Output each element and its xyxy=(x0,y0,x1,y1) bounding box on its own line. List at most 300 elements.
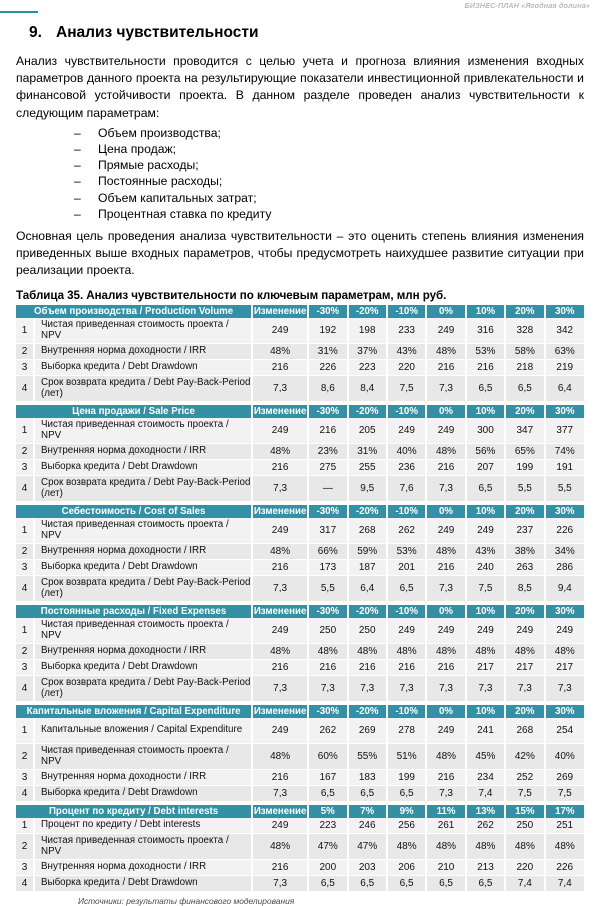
table-cell-base-value: 7,3 xyxy=(252,575,308,601)
table-row-number: 3 xyxy=(16,859,34,875)
table-column-header: 30% xyxy=(545,705,584,718)
dash-bullet-icon: – xyxy=(74,158,81,173)
table-cell-value: 48% xyxy=(387,643,426,659)
table-cell-value: 328 xyxy=(505,318,544,344)
table-cell-value: 47% xyxy=(308,833,347,859)
table-column-header: 17% xyxy=(545,805,584,818)
table-column-header: -30% xyxy=(308,705,347,718)
table-row xyxy=(16,643,584,659)
table-row xyxy=(16,618,584,644)
table-row-number: 3 xyxy=(16,359,34,375)
table-column-header: 10% xyxy=(466,505,505,518)
table-row xyxy=(16,875,584,891)
table-column-header: -20% xyxy=(348,505,387,518)
table-cell-value: 268 xyxy=(348,518,387,544)
table-row xyxy=(16,659,584,675)
table-row-number: 4 xyxy=(16,675,34,701)
table-cell-value: 6,5 xyxy=(466,875,505,891)
table-column-header-change: Изменение xyxy=(253,405,307,417)
table-cell-value: 234 xyxy=(466,769,505,785)
table-cell-value: 38% xyxy=(505,543,544,559)
table-block-header xyxy=(16,805,584,818)
table-row xyxy=(16,818,584,834)
table-column-header: 0% xyxy=(426,305,465,318)
table-cell-value: 6,5 xyxy=(387,575,426,601)
list-item-label: Объем производства; xyxy=(98,125,221,140)
table-cell-base-value: 216 xyxy=(252,459,308,475)
table-column-header: 7% xyxy=(348,805,387,818)
table-column-header: 20% xyxy=(505,305,544,318)
table-column-header: -30% xyxy=(308,505,347,518)
table-row xyxy=(16,785,584,801)
table-cell-value: 65% xyxy=(505,443,544,459)
table-row xyxy=(16,475,584,501)
table-cell-value: 8,5 xyxy=(505,575,544,601)
table-cell-value: 5,5 xyxy=(308,575,347,601)
table-row-number: 4 xyxy=(16,575,34,601)
table-cell-value: 48% xyxy=(387,833,426,859)
table-cell-value: 7,3 xyxy=(387,675,426,701)
table-cell-value: 262 xyxy=(466,818,505,834)
table-cell-value: 34% xyxy=(545,543,584,559)
table-row xyxy=(16,718,584,744)
dash-bullet-icon: – xyxy=(74,174,81,189)
table-cell-value: 269 xyxy=(545,769,584,785)
table-cell-value: 250 xyxy=(348,618,387,644)
section-heading xyxy=(16,24,584,42)
list-item-label: Прямые расходы; xyxy=(98,158,199,173)
table-column-header: -20% xyxy=(348,405,387,418)
table-cell-value: 183 xyxy=(348,769,387,785)
table-cell-value: 275 xyxy=(308,459,347,475)
table-row-number: 1 xyxy=(16,418,34,444)
table-row-number: 1 xyxy=(16,718,34,744)
table-row xyxy=(16,559,584,575)
table-block-header xyxy=(16,505,584,518)
table-cell-value: 220 xyxy=(505,859,544,875)
table-cell-value: 48% xyxy=(466,833,505,859)
table-cell-value: 347 xyxy=(505,418,544,444)
page-content xyxy=(0,12,600,906)
table-column-header: 0% xyxy=(426,505,465,518)
table-cell-value: 216 xyxy=(426,659,465,675)
table-cell-value: 7,6 xyxy=(387,475,426,501)
list-item-label: Цена продаж; xyxy=(98,142,177,157)
table-row-label: Чистая приведенная стоимость проекта / NPV xyxy=(34,743,252,769)
table-column-header: 0% xyxy=(426,405,465,418)
table-column-header: 20% xyxy=(505,605,544,618)
table-block-header xyxy=(16,305,584,318)
table-cell-value: 31% xyxy=(348,443,387,459)
parameters-list xyxy=(16,125,584,222)
table-row-number: 2 xyxy=(16,543,34,559)
table-row-label: Внутренняя норма доходности / IRR xyxy=(34,643,252,659)
table-cell-value: 7,3 xyxy=(426,475,465,501)
table-cell-value: 200 xyxy=(308,859,347,875)
table-row-label: Срок возврата кредита / Debt Pay-Back-Period (лет) xyxy=(34,575,252,601)
table-column-header: -30% xyxy=(308,405,347,418)
table-cell-value: 262 xyxy=(308,718,347,744)
table-cell-value: 300 xyxy=(466,418,505,444)
table-cell-value: 7,3 xyxy=(426,675,465,701)
table-cell-value: 249 xyxy=(426,618,465,644)
table-source-note: Источники: результаты финансового моделирования xyxy=(78,895,295,906)
table-cell-value: 43% xyxy=(387,343,426,359)
table-cell-value: 6,5 xyxy=(387,785,426,801)
table-column-header: 0% xyxy=(426,605,465,618)
table-cell-base-value: 48% xyxy=(252,343,308,359)
table-column-header: 30% xyxy=(545,605,584,618)
table-cell-value: 48% xyxy=(426,543,465,559)
table-row-label: Выборка кредита / Debt Drawdown xyxy=(34,875,252,891)
table-cell-base-value: 249 xyxy=(252,418,308,444)
table-cell-value: 7,4 xyxy=(545,875,584,891)
table-row-number: 3 xyxy=(16,559,34,575)
table-column-header: 20% xyxy=(505,505,544,518)
table-cell-value: 269 xyxy=(348,718,387,744)
table-cell-value: 198 xyxy=(348,318,387,344)
section-number: 9. xyxy=(29,24,42,41)
table-cell-base-value: 7,3 xyxy=(252,475,308,501)
table-cell-value: 7,4 xyxy=(466,785,505,801)
table-row-number: 4 xyxy=(16,875,34,891)
table-cell-value: 7,3 xyxy=(426,785,465,801)
table-row xyxy=(16,859,584,875)
table-column-header-change: Изменение xyxy=(253,505,307,517)
table-row-number: 1 xyxy=(16,818,34,834)
table-cell-value: 377 xyxy=(545,418,584,444)
table-row-label: Чистая приведенная стоимость проекта / NPV xyxy=(34,318,252,344)
table-row-label: Срок возврата кредита / Debt Pay-Back-Period (лет) xyxy=(34,675,252,701)
table-row-number: 2 xyxy=(16,833,34,859)
table-row xyxy=(16,443,584,459)
table-row xyxy=(16,543,584,559)
table-cell-value: 7,4 xyxy=(505,875,544,891)
table-cell-base-value: 48% xyxy=(252,743,308,769)
table-cell-base-value: 7,3 xyxy=(252,875,308,891)
running-header-title: БИЗНЕС-ПЛАН «Ягодная долина» xyxy=(464,1,590,10)
table-column-header-change: Изменение xyxy=(253,605,307,617)
table-row xyxy=(16,575,584,601)
table-cell-value: 7,3 xyxy=(426,575,465,601)
section-title: Анализ чувствительности xyxy=(56,24,259,41)
table-cell-value: 216 xyxy=(308,418,347,444)
table-row-number: 1 xyxy=(16,618,34,644)
table-cell-base-value: 249 xyxy=(252,718,308,744)
table-column-header-change: Изменение xyxy=(253,705,307,717)
table-column-header: 30% xyxy=(545,305,584,318)
table-cell-value: 216 xyxy=(426,559,465,575)
table-column-header: -20% xyxy=(348,705,387,718)
table-row-label: Чистая приведенная стоимость проекта / NPV xyxy=(34,518,252,544)
table-cell-base-value: 48% xyxy=(252,833,308,859)
dash-bullet-icon: – xyxy=(74,190,81,205)
table-cell-value: 251 xyxy=(545,818,584,834)
table-column-header: 20% xyxy=(505,405,544,418)
table-cell-value: 223 xyxy=(308,818,347,834)
table-cell-value: 6,5 xyxy=(387,875,426,891)
table-cell-value: 6,5 xyxy=(426,875,465,891)
table-cell-value: 317 xyxy=(308,518,347,544)
table-block-header xyxy=(16,605,584,618)
table-row-number: 2 xyxy=(16,643,34,659)
table-cell-value: 42% xyxy=(505,743,544,769)
table-cell-value: 5,5 xyxy=(505,475,544,501)
table-cell-value: 7,5 xyxy=(387,375,426,401)
table-cell-value: 226 xyxy=(545,518,584,544)
table-block-title: Постоянные расходы / Fixed Expenses xyxy=(16,605,252,618)
table-row-label: Внутренняя норма доходности / IRR xyxy=(34,343,252,359)
list-item-label: Постоянные расходы; xyxy=(98,174,223,189)
table-row-number: 1 xyxy=(16,518,34,544)
table-cell-value: 217 xyxy=(505,659,544,675)
table-cell-value: 56% xyxy=(466,443,505,459)
table-cell-value: 262 xyxy=(387,518,426,544)
table-column-header: -30% xyxy=(308,305,347,318)
table-cell-value: 207 xyxy=(466,459,505,475)
table-cell-value: 6,5 xyxy=(466,375,505,401)
table-cell-value: 63% xyxy=(545,343,584,359)
table-cell-value: 254 xyxy=(545,718,584,744)
table-cell-value: 199 xyxy=(505,459,544,475)
table-cell-value: 249 xyxy=(545,618,584,644)
table-cell-value: 249 xyxy=(426,418,465,444)
table-cell-value: 48% xyxy=(348,643,387,659)
table-cell-value: 74% xyxy=(545,443,584,459)
table-cell-base-value: 249 xyxy=(252,818,308,834)
table-cell-value: 51% xyxy=(387,743,426,769)
table-cell-value: 216 xyxy=(308,659,347,675)
table-cell-value: 210 xyxy=(426,859,465,875)
table-cell-base-value: 216 xyxy=(252,359,308,375)
sensitivity-table-body xyxy=(16,305,584,892)
intro-paragraph: Анализ чувствительности проводится с целью учета и прогноза влияния изменения входных параметров данного проекта на результирующие показатели инвестиционной привлекательности и финансовой устойчивости проекта. В данном разделе проведен анализ чувствительности к следующим параметрам: xyxy=(16,54,584,120)
table-block-header xyxy=(16,405,584,418)
table-column-header: 30% xyxy=(545,405,584,418)
table-cell-value: 249 xyxy=(466,618,505,644)
table-cell-value: 226 xyxy=(545,859,584,875)
table-cell-value: 7,3 xyxy=(505,675,544,701)
table-row-label: Выборка кредита / Debt Drawdown xyxy=(34,359,252,375)
table-cell-value: 7,3 xyxy=(545,675,584,701)
table-cell-value: 216 xyxy=(348,659,387,675)
table-cell-value: 37% xyxy=(348,343,387,359)
table-column-header: 0% xyxy=(426,705,465,718)
table-cell-value: 45% xyxy=(466,743,505,769)
table-cell-value: 5,5 xyxy=(545,475,584,501)
table-column-header: 15% xyxy=(505,805,544,818)
table-column-header: -10% xyxy=(387,505,426,518)
table-cell-value: 219 xyxy=(545,359,584,375)
table-column-header: -20% xyxy=(348,605,387,618)
table-column-header: -20% xyxy=(348,305,387,318)
table-cell-value: 167 xyxy=(308,769,347,785)
table-caption: Таблица 35. Анализ чувствительности по ключевым параметрам, млн руб. xyxy=(16,288,447,302)
table-cell-value: 250 xyxy=(505,818,544,834)
table-cell-value: 191 xyxy=(545,459,584,475)
table-column-header-change: Изменение xyxy=(253,805,307,817)
table-cell-base-value: 48% xyxy=(252,643,308,659)
table-row-label: Процент по кредиту / Debt interests xyxy=(34,818,252,834)
table-cell-value: 9,5 xyxy=(348,475,387,501)
table-cell-value: 6,4 xyxy=(545,375,584,401)
table-row xyxy=(16,343,584,359)
table-cell-value: 6,5 xyxy=(308,785,347,801)
table-cell-value: 226 xyxy=(308,359,347,375)
table-block-title: Себестоимость / Cost of Sales xyxy=(16,505,252,518)
table-cell-value: 48% xyxy=(466,643,505,659)
table-cell-value: 40% xyxy=(545,743,584,769)
table-cell-value: 7,3 xyxy=(348,675,387,701)
table-row-number: 3 xyxy=(16,769,34,785)
table-cell-value: 192 xyxy=(308,318,347,344)
table-row xyxy=(16,318,584,344)
table-cell-value: 48% xyxy=(426,833,465,859)
table-cell-value: 203 xyxy=(348,859,387,875)
table-cell-value: 48% xyxy=(426,743,465,769)
table-cell-value: 48% xyxy=(426,343,465,359)
table-cell-value: 47% xyxy=(348,833,387,859)
table-row-number: 4 xyxy=(16,475,34,501)
table-cell-value: 48% xyxy=(545,643,584,659)
table-row xyxy=(16,675,584,701)
table-row-number: 2 xyxy=(16,743,34,769)
table-cell-value: 249 xyxy=(426,318,465,344)
table-cell-value: 342 xyxy=(545,318,584,344)
table-cell-value: 53% xyxy=(387,543,426,559)
table-column-header-change: Изменение xyxy=(253,305,307,317)
table-row xyxy=(16,769,584,785)
table-row-number: 2 xyxy=(16,443,34,459)
table-row-number: 3 xyxy=(16,459,34,475)
table-row-number: 3 xyxy=(16,659,34,675)
table-cell-value: 205 xyxy=(348,418,387,444)
table-column-header: 10% xyxy=(466,405,505,418)
table-cell-value: 48% xyxy=(545,833,584,859)
table-cell-base-value: 48% xyxy=(252,543,308,559)
table-cell-value: 7,3 xyxy=(308,675,347,701)
table-cell-value: 7,5 xyxy=(505,785,544,801)
table-block-title: Объем производства / Production Volume xyxy=(16,305,252,318)
table-cell-base-value: 216 xyxy=(252,859,308,875)
table-row-label: Внутренняя норма доходности / IRR xyxy=(34,543,252,559)
table-cell-value: 216 xyxy=(426,459,465,475)
table-cell-value: 261 xyxy=(426,818,465,834)
page-running-header xyxy=(0,0,600,12)
list-item xyxy=(74,141,584,157)
table-cell-value: 249 xyxy=(426,518,465,544)
table-cell-value: 48% xyxy=(426,643,465,659)
table-cell-base-value: 7,3 xyxy=(252,375,308,401)
table-cell-base-value: 7,3 xyxy=(252,675,308,701)
list-item-label: Процентная ставка по кредиту xyxy=(98,206,272,221)
table-cell-value: 249 xyxy=(466,518,505,544)
table-cell-value: 66% xyxy=(308,543,347,559)
table-cell-base-value: 7,3 xyxy=(252,785,308,801)
table-cell-value: 249 xyxy=(387,618,426,644)
table-cell-value: 8,4 xyxy=(348,375,387,401)
table-row-label: Чистая приведенная стоимость проекта / NPV xyxy=(34,618,252,644)
table-cell-value: 249 xyxy=(505,618,544,644)
table-cell-value: 217 xyxy=(545,659,584,675)
table-row-label: Срок возврата кредита / Debt Pay-Back-Period (лет) xyxy=(34,375,252,401)
table-column-header: 5% xyxy=(308,805,347,818)
list-item xyxy=(74,125,584,141)
table-cell-value: 40% xyxy=(387,443,426,459)
table-row-number: 4 xyxy=(16,375,34,401)
table-cell-value: 316 xyxy=(466,318,505,344)
table-column-header: -10% xyxy=(387,305,426,318)
dash-bullet-icon: – xyxy=(74,206,81,221)
table-cell-value: 59% xyxy=(348,543,387,559)
table-cell-value: 233 xyxy=(387,318,426,344)
table-cell-value: 240 xyxy=(466,559,505,575)
table-column-header: 9% xyxy=(387,805,426,818)
table-cell-value: 216 xyxy=(426,359,465,375)
table-cell-value: 48% xyxy=(505,643,544,659)
table-cell-value: 268 xyxy=(505,718,544,744)
table-cell-value: 216 xyxy=(466,359,505,375)
dash-bullet-icon: – xyxy=(74,142,81,157)
sensitivity-table xyxy=(16,305,584,892)
table-cell-value: 241 xyxy=(466,718,505,744)
table-row-label: Срок возврата кредита / Debt Pay-Back-Period (лет) xyxy=(34,475,252,501)
list-item xyxy=(74,206,584,222)
table-cell-value: 9,4 xyxy=(545,575,584,601)
table-row xyxy=(16,518,584,544)
table-cell-value: 55% xyxy=(348,743,387,769)
dash-bullet-icon: – xyxy=(74,125,81,140)
table-cell-value: 7,5 xyxy=(466,575,505,601)
table-cell-value: 216 xyxy=(426,769,465,785)
table-row-label: Чистая приведенная стоимость проекта / NPV xyxy=(34,418,252,444)
table-column-header: -30% xyxy=(308,605,347,618)
table-cell-value: 58% xyxy=(505,343,544,359)
table-block-title: Цена продажи / Sale Price xyxy=(16,405,252,418)
table-cell-value: 252 xyxy=(505,769,544,785)
table-cell-base-value: 249 xyxy=(252,318,308,344)
table-cell-value: 53% xyxy=(466,343,505,359)
table-cell-base-value: 249 xyxy=(252,618,308,644)
table-cell-value: 60% xyxy=(308,743,347,769)
table-cell-value: 278 xyxy=(387,718,426,744)
table-cell-value: 48% xyxy=(505,833,544,859)
table-cell-value: 7,3 xyxy=(466,675,505,701)
table-cell-value: 256 xyxy=(387,818,426,834)
table-row-label: Выборка кредита / Debt Drawdown xyxy=(34,559,252,575)
table-cell-value: 223 xyxy=(348,359,387,375)
table-cell-value: 213 xyxy=(466,859,505,875)
table-cell-base-value: 48% xyxy=(252,443,308,459)
table-cell-value: 199 xyxy=(387,769,426,785)
table-cell-base-value: 249 xyxy=(252,518,308,544)
table-column-header: -10% xyxy=(387,605,426,618)
table-row-number: 4 xyxy=(16,785,34,801)
table-cell-value: 31% xyxy=(308,343,347,359)
table-cell-value: 187 xyxy=(348,559,387,575)
table-cell-value: 236 xyxy=(387,459,426,475)
table-row-label: Выборка кредита / Debt Drawdown xyxy=(34,785,252,801)
table-cell-value: 6,5 xyxy=(348,875,387,891)
table-cell-value: 255 xyxy=(348,459,387,475)
table-cell-value: 173 xyxy=(308,559,347,575)
table-cell-value: 48% xyxy=(426,443,465,459)
purpose-paragraph: Основная цель проведения анализа чувствительности – это оценить степень влияния изменения приведенных выше входных параметров, чтобы предусмотреть наихудшее развитие ситуации при реализации проекта. xyxy=(16,229,584,278)
table-cell-value: 48% xyxy=(308,643,347,659)
list-item xyxy=(74,157,584,173)
table-row xyxy=(16,359,584,375)
table-cell-base-value: 216 xyxy=(252,659,308,675)
